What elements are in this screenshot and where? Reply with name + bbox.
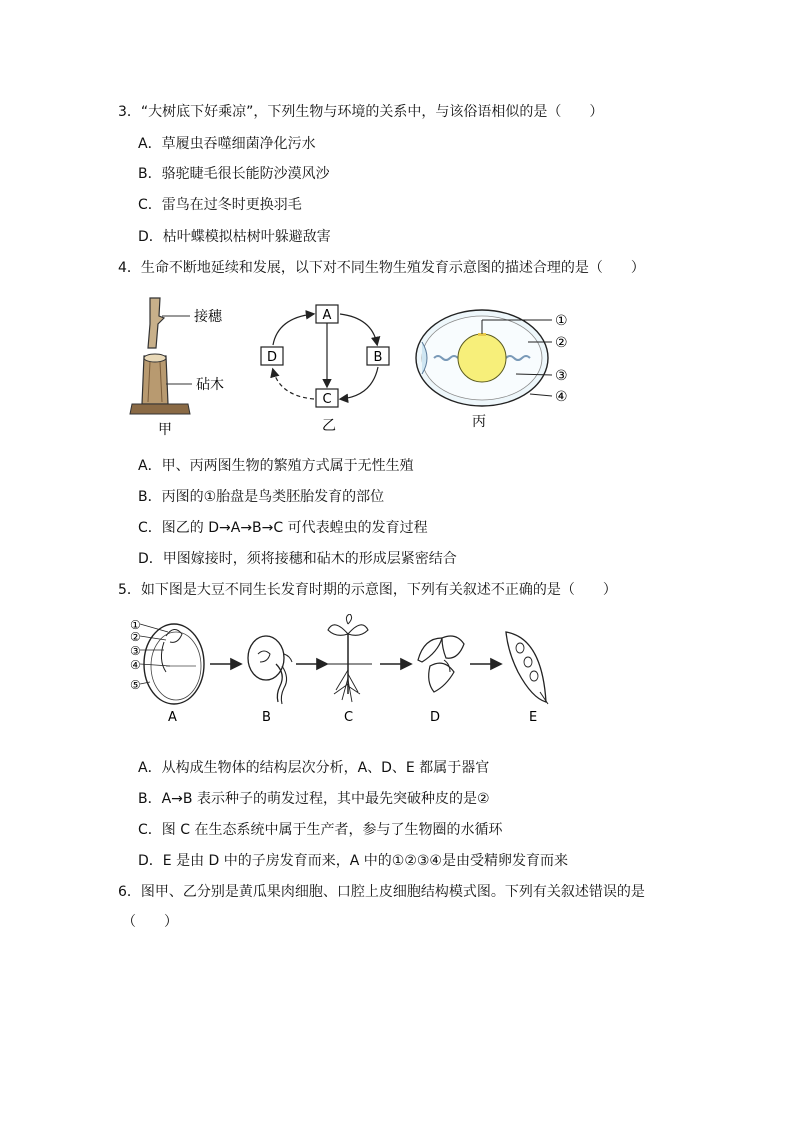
q5-option-d: D．E 是由 D 中的子房发育而来，A 中的①②③④是由受精卵发育而来 [138,853,568,869]
seed-marker-4: ④ [130,658,141,672]
stage-c-seedling [326,614,372,702]
q3-option-c: C．雷鸟在过冬时更换羽毛 [138,197,302,213]
egg-marker-1: ① [555,313,568,329]
label-stock: 砧木 [196,377,224,393]
seed-marker-2: ② [130,630,141,644]
figure-jia-grafting [128,296,238,438]
seed-marker-3: ③ [130,644,141,658]
caption-bing: 丙 [472,414,486,430]
label-scion: 接穗 [194,309,222,325]
q3-option-a: A．草履虫吞噬细菌净化污水 [138,136,316,152]
egg-marker-4: ④ [555,389,568,405]
node-c-label: C [322,392,332,407]
node-a-label: A [322,308,332,323]
stage-caption-e: E [529,710,538,725]
node-d-label: D [266,350,278,365]
node-b-label: B [373,350,383,365]
q5-option-a: A．从构成生物体的结构层次分析，A、D、E 都属于器官 [138,760,490,776]
stage-caption-b: B [262,710,271,725]
stage-a-seed [130,618,204,704]
q4-option-d: D．甲图嫁接时，须将接穗和砧木的形成层紧密结合 [138,551,457,567]
stage-caption-c: C [344,710,354,725]
stage-d-flower [418,636,464,692]
figure-soybean-growth [126,614,566,726]
question-4-stem: 4．生命不断地延续和发展，以下对不同生物生殖发育示意图的描述合理的是（ ） [118,260,645,276]
seed-marker-1: ① [130,618,141,632]
seed-marker-5: ⑤ [130,678,141,692]
question-5-stem: 5．如下图是大豆不同生长发育时期的示意图，下列有关叙述不正确的是（ ） [118,582,617,598]
stage-e-pod [506,632,548,704]
caption-yi: 乙 [322,418,336,434]
stage-caption-a: A [168,710,177,725]
caption-jia: 甲 [158,422,172,438]
figure-bing-egg [410,302,586,434]
egg-marker-2: ② [555,335,568,351]
q3-option-b: B．骆驼睫毛很长能防沙漠风沙 [138,166,330,182]
question-6-stem-line1: 6．图甲、乙分别是黄瓜果肉细胞、口腔上皮细胞结构模式图。下列有关叙述错误的是 [118,884,645,900]
q3-option-d: D．枯叶蝶模拟枯树叶躲避敌害 [138,229,331,245]
figure-yi-cycle [254,300,404,438]
question-3-stem: 3．“大树底下好乘凉”，下列生物与环境的关系中，与该俗语相似的是（ ） [118,104,604,120]
q4-option-b: B．丙图的①胎盘是鸟类胚胎发育的部位 [138,489,385,505]
egg-marker-3: ③ [555,368,568,384]
stage-caption-d: D [430,710,441,725]
stage-b-germinating [248,636,292,704]
q5-option-c: C．图 C 在生态系统中属于生产者，参与了生物圈的水循环 [138,822,503,838]
q5-option-b: B．A→B 表示种子的萌发过程，其中最先突破种皮的是② [138,791,490,807]
q4-option-c: C．图乙的 D→A→B→C 可代表蝗虫的发育过程 [138,520,428,536]
question-6-stem-line2: （ ） [122,914,178,930]
q4-option-a: A．甲、丙两图生物的繁殖方式属于无性生殖 [138,458,414,474]
